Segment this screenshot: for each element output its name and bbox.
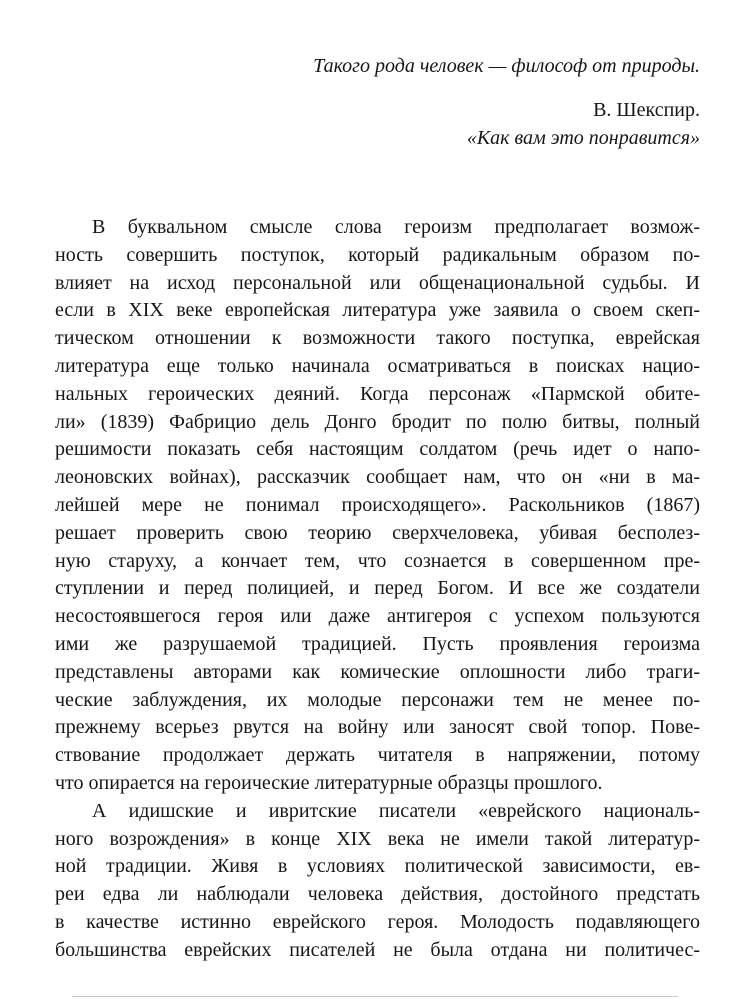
text-line: ческие заблуждения, их молодые персонажи тем не менее по- [55,688,700,711]
body-text [55,214,700,965]
paragraph [55,214,700,798]
text-line: тическом отношении к возможности такого поступка, еврейская [55,327,700,350]
text-line: лейшей мере не понимал происходящего». Раскольников (1867) [55,493,700,516]
epigraph-author: В. Шекспир. [593,99,700,121]
text-line: ствование продолжает держать читателя в напряжении, потому [55,744,700,767]
text-line: А идишские и ивритские писатели «еврейского националь- [92,799,700,822]
text-line: В буквальном смысле слова героизм предполагает возмож- [92,216,700,238]
text-line: ими же разрушаемой традицией. Пусть проявления героизма [55,632,700,655]
text-line: литература еще только начинала осматриваться в поисках нацио- [55,354,700,377]
text-line: несостоявшегося героя или даже антигероя с успехом пользуются [55,605,700,628]
page-edge-scan-line [72,996,678,997]
text-line: если в XIX веке европейская литература уже заявила о своем скеп- [55,299,700,322]
epigraph-source: «Как вам это понравится» [466,127,700,149]
text-line: влияет на исход персональной или общенациональной судьбы. И [55,271,700,294]
text-line: представлены авторами как комические оплошности либо траги- [55,660,700,683]
text-line: прежнему всерьез рвутся на войну или заносят свой топор. Пове- [55,716,700,739]
text-line: ной традиции. Живя в условиях политической зависимости, ев- [55,855,700,878]
epigraph-quote: Такого рода человек — философ от природы. [313,55,700,77]
text-line: ную старуху, а кончает тем, что сознается в совершенном пре- [55,549,700,572]
text-line: что опирается на героические литературные образцы прошлого. [55,771,603,794]
text-line: большинства еврейских писателей не была отдана ни политичес- [55,938,700,961]
text-line: ли» (1839) Фабрицио дель Донго бродит по полю битвы, полный [55,410,700,433]
text-line: решает проверить свою теорию сверхчеловека, убивая бесполез- [55,521,700,544]
text-line: нальных героических деяний. Когда персонаж «Пармской обите- [55,382,700,405]
text-line: ность совершить поступок, который радикальным образом по- [55,243,700,266]
text-line: решимости показать себя настоящим солдатом (речь идет о напо- [55,438,700,461]
text-line: в качестве истинно еврейского героя. Молодость подавляющего [55,910,700,933]
text-line: ного возрождения» в конце XIX века не имели такой литератур- [55,827,700,850]
epigraph [55,52,700,152]
paragraph [55,798,700,965]
text-line: ступлении и перед полицией, и перед Богом. И все же создатели [55,577,700,600]
text-line: реи едва ли наблюдали человека действия, достойного предстать [55,883,700,906]
text-line: леоновских войнах), рассказчик сообщает нам, что он «ни в ма- [55,466,700,489]
